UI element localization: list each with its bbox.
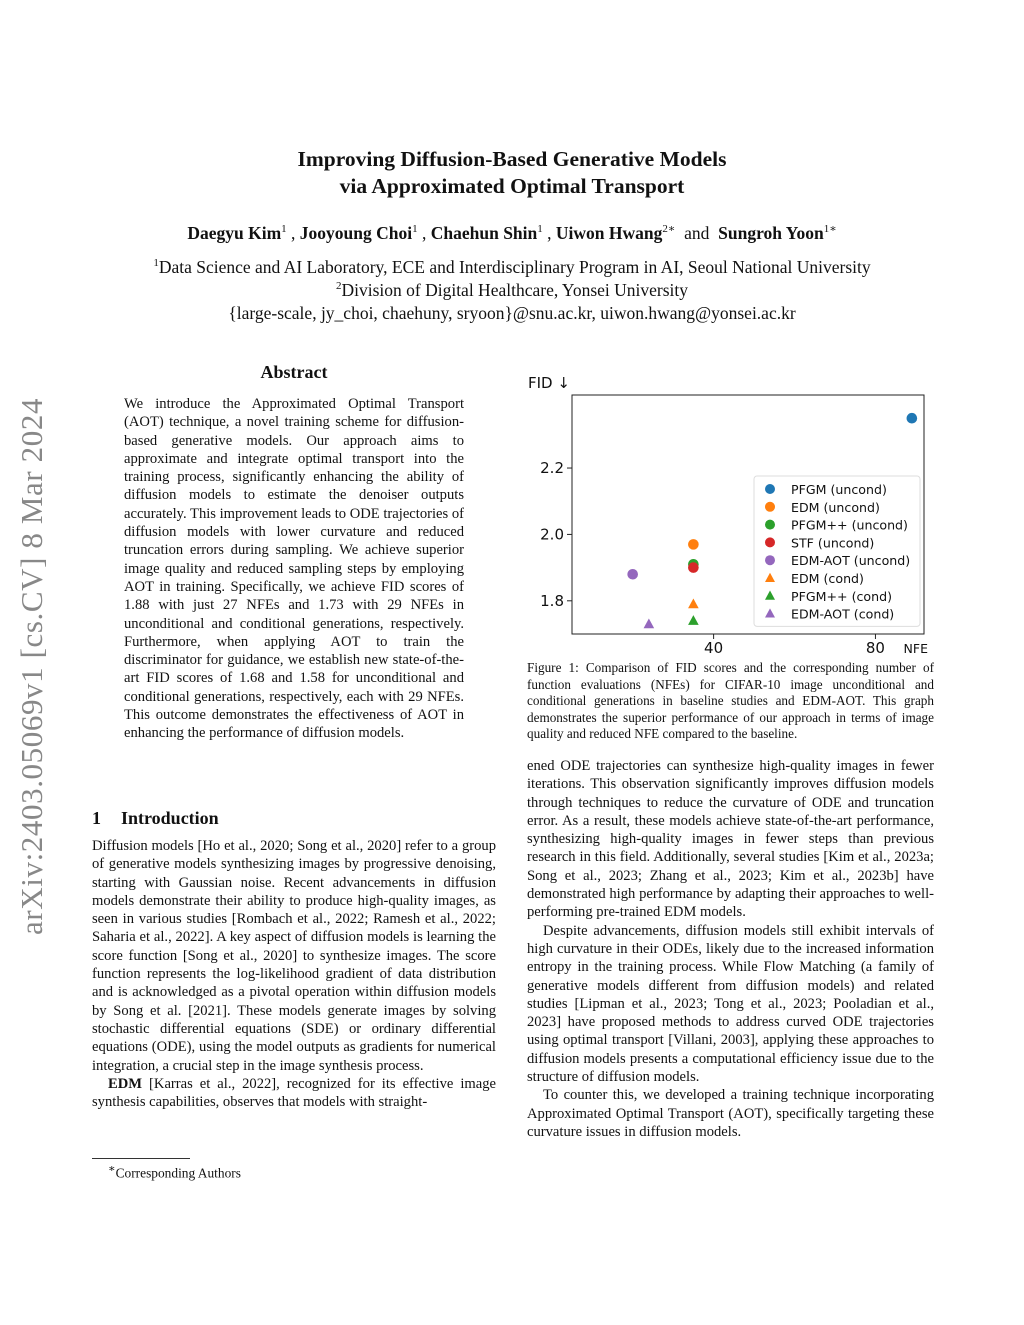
figure-caption: Figure 1: Comparison of FID scores and the corresponding number of function evaluations (NFEs) for CIFAR-10 image unconditional and conditional generations in baseline studies and EDM-AOT. This graph demonstrates the superior performance of our approach in terms of image quality and reduced NFE compared to the baseline. (527, 660, 934, 742)
author-list (0, 222, 1024, 244)
right-paragraph-3: To counter this, we developed a training technique incorporating Approximated Optimal Transport (AOT), specifically targeting these curvature issues in diffusion models. (527, 1087, 934, 1140)
author-name: Daegyu Kim (187, 222, 282, 243)
legend-label: EDM (cond) (791, 571, 864, 586)
data-point (644, 618, 655, 628)
legend-label: EDM-AOT (uncond) (791, 553, 911, 569)
paper-title (0, 146, 1024, 200)
author-name: Sungroh Yoon (718, 222, 824, 243)
data-point (627, 569, 638, 580)
legend-label: EDM-AOT (cond) (791, 606, 895, 622)
author-affiliation-mark: 1 (281, 223, 287, 235)
author-separator: , (417, 222, 431, 243)
author-separator: , (542, 222, 556, 243)
legend-label: PFGM++ (cond) (791, 588, 893, 604)
author-separator: and (675, 222, 719, 243)
author-affiliation-mark: 2∗ (662, 223, 676, 235)
author-separator: , (286, 222, 300, 243)
data-point (688, 562, 699, 573)
data-point (907, 413, 918, 424)
author-name: Uiwon Hwang (555, 222, 663, 243)
y-tick-label: 2.2 (540, 459, 564, 478)
data-point (688, 615, 699, 625)
footnote (108, 1162, 241, 1181)
legend-marker (765, 537, 775, 547)
right-paragraph-1: ened ODE trajectories can synthesize high-quality images in fewer iterations. This observation significantly improves diffusion models through techniques to reduce the curvature of ODE and truncation error. As a result, these models achieve state-of-the-art performance, synthesizing high-quality images in fewer steps than previous research in this field. Additionally, several studies [Kim et al., 2023a; Song et al., 2023; Zhang et al., 2023; Kim et al., 2023b] have demonstrated high performance by adapting their approaches to well-performing pre-trained EDM models. (527, 758, 934, 921)
legend-marker (765, 520, 775, 530)
edm-term: EDM (108, 1075, 143, 1092)
x-tick-label: 40 (704, 639, 724, 657)
fid-nfe-scatter-chart (520, 368, 940, 658)
footnote-rule (92, 1158, 190, 1159)
section-title: Introduction (121, 808, 219, 828)
author-affiliation-mark: 1 (537, 223, 543, 235)
legend-label: PFGM (uncond) (791, 482, 887, 497)
author-emails: {large-scale, jy_choi, chaehuny, sryoon}@snu.ac.kr, uiwon.hwang@yonsei.ac.kr (228, 303, 796, 323)
legend-marker (765, 484, 775, 494)
x-tick-label: 80 (865, 639, 885, 657)
author-affiliation-mark: 1∗ (823, 223, 837, 235)
affiliation-1-mark: 1 (153, 257, 159, 269)
affiliation-2 (0, 275, 1024, 302)
x-axis-label: NFE (903, 641, 928, 656)
affiliation-2-mark: 2 (335, 280, 342, 292)
legend-marker (765, 555, 775, 565)
intro-paragraph-1: Diffusion models [Ho et al., 2020; Song et al., 2020] refer to a group of generative models synthesizing images by progressive denoising, starting with Gaussian noise. Recent advancements in diffusion models demonstrate their ability to produce high-quality images, as seen in various studies [Rombach et al., 2022; Ramesh et al., 2022; Saharia et al., 2022]. A key aspect of diffusion models is learning the score function [Song et al., 2020] to synthesize images. The score function represents the log-likelihood gradient of data distribution and is acknowledged as a pivotal operation within diffusion models by Song et al. [2021]. These models generate images by solving stochastic differential equations (SDE) or ordinary differential equations (ODE), using the model outputs as gradients for numerical integration, a crucial step in the image synthesis process. (92, 838, 496, 1074)
introduction-body (92, 837, 496, 1111)
footnote-mark: ∗ (108, 1163, 116, 1175)
y-axis-label: FID ↓ (528, 374, 570, 392)
author-affiliation-mark: 1 (412, 223, 418, 235)
right-column-body (527, 757, 934, 1141)
abstract-body: We introduce the Approximated Optimal Transport (AOT) technique, a novel training scheme for diffusion-based generative models. Our approach aims to approximate and integrate optimal transport into the training process, significantly enhancing the ability of diffusion models to estimate the denoiser outputs accurately. This improvement leads to ODE trajectories of diffusion models with lower curvature and reduced truncation errors during sampling. We achieve superior image quality and reduced sampling steps by employing AOT in training. Specifically, we achieve FID scores of 1.88 with just 27 NFEs and 1.73 with 29 NFEs in unconditional and conditional generations, respectively. Furthermore, when applying AOT to train the discriminator for guidance, we establish new state-of-the-art FID scores of 1.68 and 1.58 for unconditional and conditional generations, respectively, each with 29 NFEs. This outcome demonstrates the effectiveness of AOT in enhancing the performance of diffusion models. (124, 396, 464, 742)
section-heading-introduction (92, 808, 219, 829)
author-name: Jooyoung Choi (299, 222, 413, 243)
title-line-1: Improving Diffusion-Based Generative Models (297, 147, 727, 171)
legend-label: EDM (uncond) (791, 499, 880, 515)
title-line-2: via Approximated Optimal Transport (339, 174, 685, 198)
section-number: 1 (92, 808, 101, 828)
legend-label: PFGM++ (uncond) (791, 517, 908, 533)
arxiv-stamp: arXiv:2403.05069v1 [cs.CV] 8 Mar 2024 (14, 397, 49, 935)
intro-paragraph-2 (92, 1075, 496, 1112)
data-point (688, 599, 699, 609)
legend-box (754, 476, 920, 626)
y-tick-label: 1.8 (540, 591, 564, 610)
affiliation-1-text: Data Science and AI Laboratory, ECE and Interdisciplinary Program in AI, Seoul National University (158, 256, 871, 277)
legend-marker (765, 502, 775, 512)
footnote-text: Corresponding Authors (115, 1165, 241, 1181)
abstract-heading: Abstract (260, 362, 328, 382)
right-paragraph-2: Despite advancements, diffusion models still exhibit intervals of high curvature in their ODEs, likely due to the increased information entropy in the training process. While Flow Matching (a family of generative models different from diffusion models) and related studies [Lipman et al., 2023; Tong et al., 2023; Pooladian et al., 2023] have proposed methods to address curved ODE trajectories using optimal transport [Villani, 2003], applying these approaches to diffusion models presents a computational efficiency issue due to the structure of diffusion models. (527, 922, 934, 1086)
y-tick-label: 2.0 (540, 525, 564, 544)
legend-label: STF (uncond) (791, 535, 875, 551)
data-point (688, 539, 699, 550)
affiliation-2-text: Division of Digital Healthcare, Yonsei University (341, 279, 689, 300)
intro-paragraph-2-text: [Karras et al., 2022], recognized for its effective image synthesis capabilities, observes that models with straight- (92, 1075, 496, 1111)
author-name: Chaehun Shin (430, 222, 538, 243)
